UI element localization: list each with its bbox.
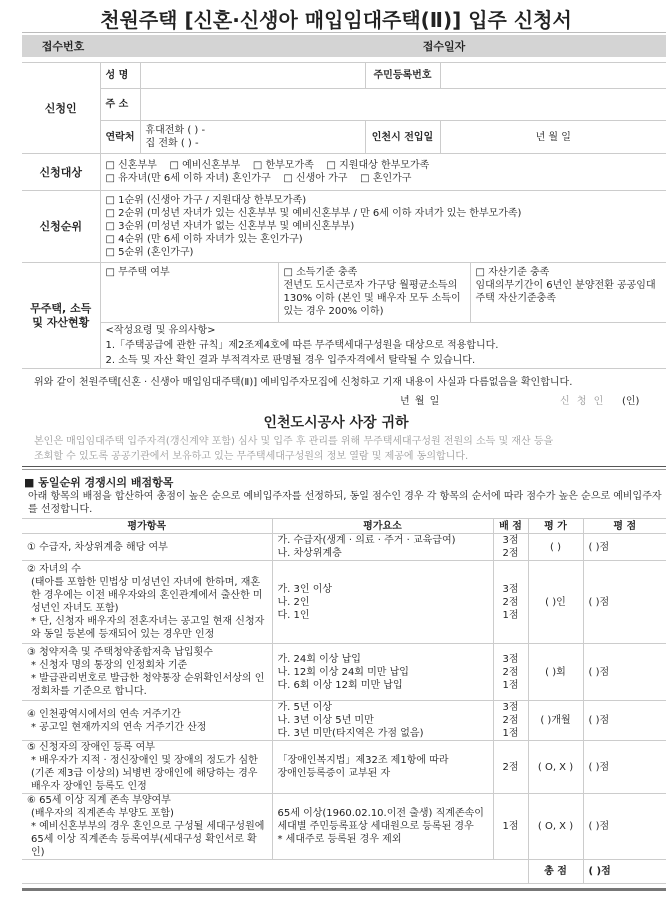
points-line: 1점 <box>502 609 519 621</box>
checkbox-no-house[interactable]: □ 무주택 여부 <box>106 267 170 278</box>
receipt-date-field[interactable] <box>484 35 666 57</box>
elements-line: 65세 이상(1960.02.10.이전 출생) 직계존속이 세대별 주민등록표상 세대원으로 등록된 경우 <box>277 808 484 832</box>
target-options <box>100 154 666 191</box>
score-field[interactable]: ( )점 <box>583 561 666 644</box>
elements-line: 다. 1인 <box>277 609 310 621</box>
col-eval: 평 가 <box>528 519 583 534</box>
receipt-no-label: 접수번호 <box>22 35 104 57</box>
scoring-row <box>22 701 666 741</box>
checkbox-priority-3[interactable]: □ 3순위 (미성년 자녀가 없는 신혼부부 및 예비신혼부부) <box>106 220 662 233</box>
income-desc: 전년도 도시근로자 가구당 월평균소득의 130% 이하 (본인 및 배우자 모두 소득이 있는 경우 200% 이하) <box>283 280 461 317</box>
points-line: 2점 <box>502 715 519 726</box>
item-line: ⑥ 65세 이상 직계 존속 부양여부 <box>27 795 171 806</box>
elements-line: 나. 2인 <box>277 596 310 608</box>
priority-section-label: 신청순위 <box>22 191 100 263</box>
points-line: 1점 <box>502 679 519 691</box>
col-elements: 평가요소 <box>272 519 493 534</box>
points <box>493 701 528 741</box>
item <box>22 561 272 644</box>
scoring-row <box>22 534 666 561</box>
rrn-label: 주민등록번호 <box>365 63 440 89</box>
assets-table <box>22 262 666 369</box>
move-in-label: 인천시 전입일 <box>365 121 440 154</box>
item <box>22 741 272 794</box>
checkbox-married[interactable]: □ 혼인가구 <box>360 173 411 184</box>
name-field[interactable] <box>140 63 365 89</box>
points <box>493 794 528 860</box>
eval-field[interactable]: ( )인 <box>528 561 583 644</box>
scoring-row <box>22 561 666 644</box>
checkbox-income[interactable]: □ 소득기준 충족 <box>284 266 465 279</box>
points-line: 2점 <box>502 548 519 559</box>
elements-line: 나. 차상위계층 <box>277 548 342 559</box>
eval-field[interactable]: ( )회 <box>528 644 583 701</box>
notes-title: <작성요령 및 유의사항> <box>105 325 216 336</box>
item-line: * 신청자 명의 통장의 인정회차 기준 <box>31 660 188 671</box>
applicant-table <box>22 62 666 263</box>
points-line: 2점 <box>502 666 519 678</box>
item <box>22 644 272 701</box>
item-line: ⑤ 신청자의 장애인 등록 여부 <box>27 742 155 753</box>
consent-line-2: 조회할 수 있도록 공공기관에서 보유하고 있는 무주택세대구성원의 정보 열람 및 제공에 동의합니다. <box>34 451 469 462</box>
elements-line: * 세대주로 등록된 경우 제외 <box>277 834 402 845</box>
elements-line: 나. 12회 이상 24회 미만 납입 <box>277 666 409 678</box>
checkbox-newlywed[interactable]: □ 신혼부부 <box>106 160 157 171</box>
item-line: * 배우자가 지적 · 정신장애인 및 장애의 정도가 심한(기존 제3급 이상의) 뇌병변 장애인에 해당하는 경우 배우자 장애인 등록도 인정 <box>31 755 258 792</box>
elements-line: 나. 3년 이상 5년 미만 <box>277 715 374 726</box>
receipt-table <box>22 35 666 57</box>
sign-applicant: 신 청 인 <box>560 396 606 407</box>
note-2: 2. 소득 및 자산 확인 결과 부적격자로 판명될 경우 입주자격에서 탈락될 수 있습니다. <box>105 355 476 366</box>
contact-field[interactable] <box>140 121 365 154</box>
item <box>22 701 272 741</box>
col-item: 평가항목 <box>22 519 272 534</box>
target-section-label: 신청대상 <box>22 154 100 191</box>
points-line: 1점 <box>502 821 519 832</box>
checkbox-newborn[interactable]: □ 신생아 가구 <box>283 173 347 184</box>
elements-line: 가. 3인 이상 <box>277 583 333 595</box>
address-field[interactable] <box>140 89 666 121</box>
col-points: 배 점 <box>493 519 528 534</box>
assets-section-label: 무주택, 소득 및 자산현황 <box>22 263 100 369</box>
col-score: 평 점 <box>583 519 666 534</box>
elements-line: 「장애인복지법」제32조 제1항에 따라 <box>277 755 449 766</box>
points <box>493 534 528 561</box>
elements <box>272 741 493 794</box>
checkbox-pre-newlywed[interactable]: □ 예비신혼부부 <box>170 160 241 171</box>
total-score[interactable]: ( )점 <box>583 860 666 884</box>
eval-field[interactable]: ( )개월 <box>528 701 583 741</box>
points <box>493 741 528 794</box>
rrn-field[interactable] <box>440 63 666 89</box>
points-line: 3점 <box>502 653 519 665</box>
elements <box>272 534 493 561</box>
elements-line: 장애인등록증이 교부된 자 <box>277 768 391 779</box>
item-line: ③ 청약저축 및 주택청약종합저축 납입횟수 <box>27 647 213 658</box>
priority-options <box>100 191 666 263</box>
name-label: 성 명 <box>100 63 140 89</box>
score-field[interactable]: ( )점 <box>583 644 666 701</box>
scoring-row <box>22 741 666 794</box>
scoring-intro: 아래 항목의 배점을 합산하여 총점이 높은 순으로 예비입주자를 선정하되, 동일 점수인 경우 각 항목의 순서에 따라 점수가 높은 순으로 예비입주자를 선정합니다. <box>28 491 662 515</box>
total-label: 총 점 <box>528 860 583 884</box>
consent-line-1: 본인은 매입임대주택 입주자격(갱신계약 포함) 심사 및 입주 후 관리를 위해 무주택세대구성원 전원의 소득 및 재산 등을 <box>34 436 554 447</box>
checkbox-priority-4[interactable]: □ 4순위 (만 6세 이하 자녀가 있는 혼인가구) <box>106 233 662 246</box>
eval-field[interactable]: ( ) <box>528 534 583 561</box>
checkbox-married-with-child[interactable]: □ 유자녀(만 6세 이하 자녀) 혼인가구 <box>106 173 271 184</box>
points-line: 3점 <box>502 702 519 713</box>
checkbox-priority-1[interactable]: □ 1순위 (신생아 가구 / 지원대상 한부모가족) <box>106 194 662 207</box>
eval-field[interactable]: ( O, X ) <box>528 794 583 860</box>
score-field[interactable]: ( )점 <box>583 794 666 860</box>
scoring-row <box>22 794 666 860</box>
checkbox-supported-single-parent[interactable]: □ 지원대상 한부모가족 <box>327 160 430 171</box>
checkbox-asset[interactable]: □ 자산기준 충족 <box>476 266 662 279</box>
checkbox-single-parent[interactable]: □ 한부모가족 <box>253 160 314 171</box>
elements-line: 가. 24회 이상 납입 <box>277 653 361 665</box>
scoring-row <box>22 644 666 701</box>
points-line: 3점 <box>502 535 519 546</box>
home-phone: 집 전화 ( ) - <box>145 138 199 149</box>
item <box>22 534 272 561</box>
item-line: (배우자의 직계존속 부양도 포함) <box>31 808 174 819</box>
address-label: 주 소 <box>100 89 140 121</box>
points-line: 2점 <box>502 761 519 773</box>
sign-date[interactable]: 년 월 일 <box>400 396 440 407</box>
checkbox-priority-5[interactable]: □ 5순위 (혼인가구) <box>106 246 662 259</box>
elements-line: 가. 5년 이상 <box>277 702 333 713</box>
scoring-table <box>22 518 666 884</box>
item-line: * 발급관리번호로 발급한 청약통장 순위확인서상의 인정회차를 기준으로 합니다. <box>31 673 265 697</box>
form-title: 천원주택 [신혼·신생아 매입임대주택(Ⅱ)] 입주 신청서 <box>100 8 572 32</box>
item-line: ② 자녀의 수 <box>27 564 81 575</box>
eval-field[interactable]: ( O, X ) <box>528 741 583 794</box>
checkbox-priority-2[interactable]: □ 2순위 (미성년 자녀가 있는 신혼부부 및 예비신혼부부 / 만 6세 이하 자녀가 있는 한부모가족) <box>106 207 662 220</box>
score-field[interactable]: ( )점 <box>583 534 666 561</box>
elements-line: 다. 6회 이상 12회 미만 납입 <box>277 679 403 691</box>
elements-line: 다. 3년 미만(타지역은 가점 없음) <box>277 728 424 739</box>
elements <box>272 794 493 860</box>
item-line: (태아를 포함한 민법상 미성년인 자녀에 한하며, 재혼한 경우에는 이전 배우자와의 혼인관계에서 출산한 미성년인 자녀도 포함) <box>31 577 263 614</box>
scoring-heading: ■ 동일순위 경쟁시의 배점항목 <box>24 476 174 489</box>
asset-desc: 임대의무기간이 6년인 분양전환 공공임대주택 자산기준충족 <box>475 280 656 304</box>
item-line: ① 수급자, 차상위계층 해당 여부 <box>27 541 168 553</box>
score-field[interactable]: ( )점 <box>583 701 666 741</box>
item-line: ④ 인천광역시에서의 연속 거주기간 <box>27 708 181 720</box>
score-field[interactable]: ( )점 <box>583 741 666 794</box>
receipt-no-field[interactable] <box>104 35 404 57</box>
seal[interactable]: (인) <box>622 396 640 407</box>
addressee: 인천도시공사 사장 귀하 <box>263 415 409 431</box>
points-line: 2점 <box>502 596 519 608</box>
elements <box>272 561 493 644</box>
points <box>493 644 528 701</box>
receipt-date-label: 접수일자 <box>404 35 484 57</box>
note-1: 1.「주택공급에 관한 규칙」제2조제4호에 따른 무주택세대구성원을 대상으로 적용합니다. <box>105 340 499 351</box>
elements-line: 가. 수급자(생계 · 의료 · 주거 · 교육급여) <box>277 535 456 546</box>
item-line: * 공고일 현재까지의 연속 거주기간 산정 <box>31 721 207 733</box>
mobile-phone: 휴대전화 ( ) - <box>145 125 206 136</box>
points <box>493 561 528 644</box>
item-line: * 예비신혼부부의 경우 혼인으로 구성될 세대구성원에 65세 이상 직계존속 등록여부(세대구성 확인서로 확인) <box>31 821 265 858</box>
elements <box>272 644 493 701</box>
item <box>22 794 272 860</box>
contact-label: 연락처 <box>100 121 140 154</box>
applicant-section-label: 신청인 <box>22 63 100 154</box>
declaration-text: 위와 같이 천원주택[신혼 · 신생아 매입임대주택(Ⅱ)] 예비입주자모집에 신청하고 기재 내용이 사실과 다름없음을 확인합니다. <box>34 377 573 388</box>
elements <box>272 701 493 741</box>
points-line: 1점 <box>502 728 519 739</box>
item-line: * 단, 신청자 배우자의 전혼자녀는 공고일 현재 신청자와 동일 등본에 등재되어 있는 경우만 인정 <box>31 616 265 640</box>
points-line: 3점 <box>502 583 519 595</box>
move-in-date[interactable]: 년 월 일 <box>440 121 666 154</box>
